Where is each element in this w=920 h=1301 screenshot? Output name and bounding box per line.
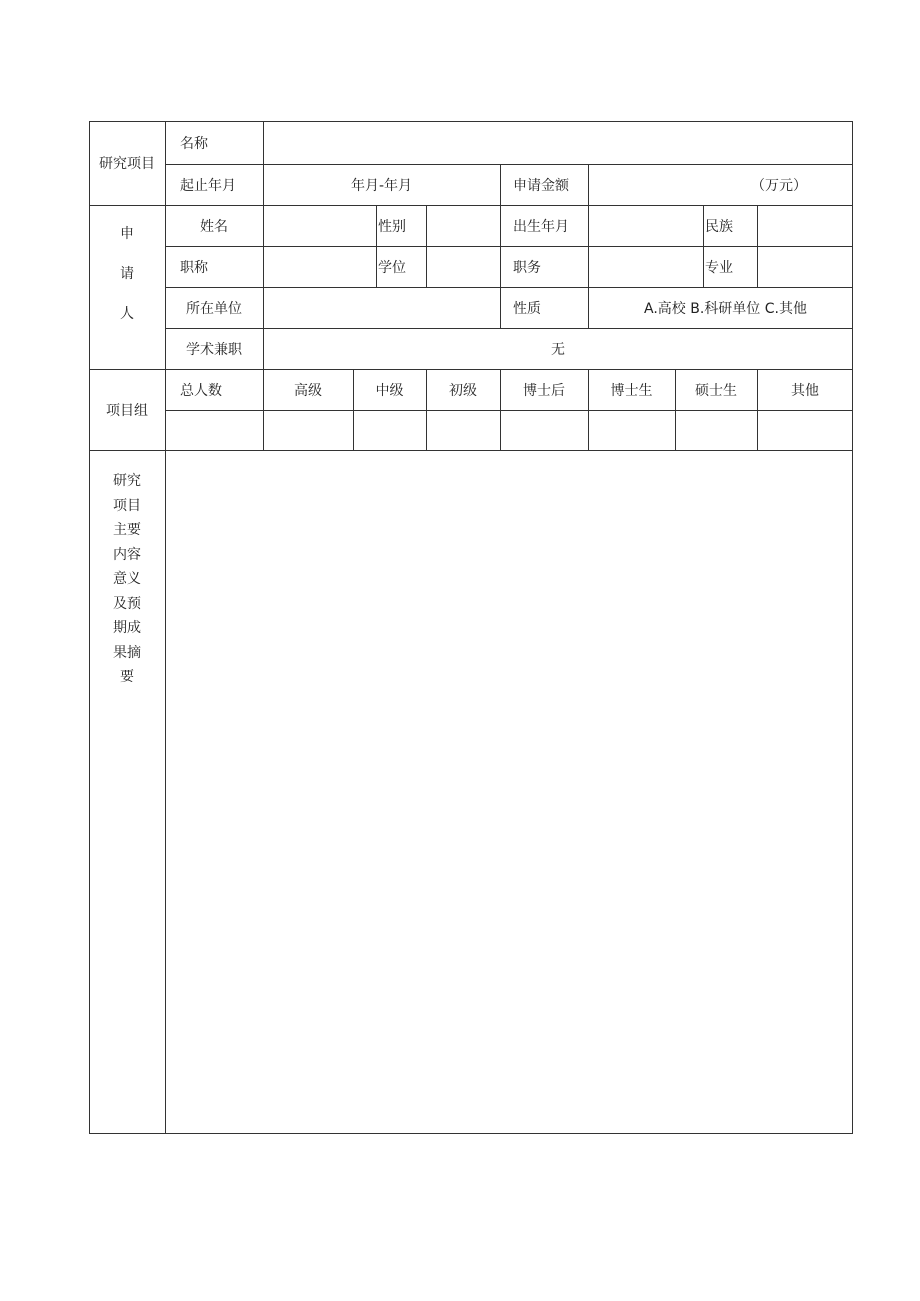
- team-header-senior: 高级: [294, 382, 322, 399]
- title-field[interactable]: [263, 246, 376, 287]
- summary-label-line: 主要: [113, 522, 141, 538]
- applicant-name-field[interactable]: [263, 205, 376, 246]
- summary-label-line: 内容: [113, 546, 141, 563]
- team-header-other: 其他: [791, 382, 819, 399]
- team-other-field[interactable]: [757, 410, 853, 450]
- gender-field[interactable]: [426, 205, 500, 246]
- amount-field[interactable]: （万元）: [751, 177, 807, 194]
- project-period-field[interactable]: 年月-年月: [350, 177, 413, 194]
- summary-label-line: 及预: [113, 595, 141, 612]
- academic-post-field[interactable]: 无: [551, 341, 565, 358]
- team-section-label: 项目组: [106, 402, 148, 419]
- birth-label: 出生年月: [513, 218, 569, 235]
- nature-options[interactable]: A.高校 B.科研单位 C.其他: [644, 300, 807, 317]
- application-form: [89, 121, 853, 1134]
- birth-field[interactable]: [588, 205, 703, 246]
- gender-label: 性别: [378, 218, 406, 235]
- academic-post-label: 学术兼职: [186, 341, 242, 358]
- team-header-master: 硕士生: [695, 382, 737, 399]
- project-period-label: 起止年月: [180, 177, 236, 194]
- summary-label-line: 果摘: [113, 644, 141, 661]
- major-field[interactable]: [757, 246, 853, 287]
- applicant-label-char: 人: [120, 306, 134, 322]
- summary-section-label: [97, 469, 157, 690]
- summary-label-line: 期成: [113, 620, 141, 636]
- applicant-label-char: 请: [120, 266, 134, 282]
- major-label: 专业: [705, 259, 733, 276]
- team-header-junior: 初级: [449, 382, 477, 399]
- position-label: 职务: [513, 259, 541, 276]
- team-header-phd: 博士生: [610, 382, 653, 399]
- title-label: 职称: [180, 259, 208, 276]
- position-field[interactable]: [588, 246, 703, 287]
- team-header-postdoc: 博士后: [523, 382, 565, 399]
- degree-field[interactable]: [426, 246, 500, 287]
- applicant-section-label: [89, 205, 165, 369]
- applicant-label-char: 申: [120, 226, 134, 242]
- summary-label-line: 要: [120, 669, 134, 685]
- summary-label-line: 意义: [113, 571, 141, 587]
- unit-label: 所在单位: [186, 300, 242, 317]
- applicant-name-label: 姓名: [200, 218, 228, 235]
- team-header-intermediate: 中级: [375, 382, 404, 399]
- project-name-field[interactable]: [263, 121, 853, 164]
- summary-label-line: 研究: [113, 473, 141, 489]
- team-intermediate-field[interactable]: [353, 410, 426, 450]
- border-bottom: [89, 1133, 853, 1134]
- unit-field[interactable]: [263, 287, 500, 328]
- summary-content-area[interactable]: [166, 451, 852, 1133]
- ethnicity-field[interactable]: [757, 205, 853, 246]
- team-total-field[interactable]: [165, 410, 263, 450]
- team-master-field[interactable]: [675, 410, 757, 450]
- degree-label: 学位: [378, 259, 406, 276]
- team-phd-field[interactable]: [588, 410, 675, 450]
- nature-label: 性质: [513, 300, 541, 317]
- amount-label: 申请金额: [513, 177, 569, 194]
- team-senior-field[interactable]: [263, 410, 353, 450]
- ethnicity-label: 民族: [705, 218, 733, 235]
- team-junior-field[interactable]: [426, 410, 500, 450]
- project-name-label: 名称: [180, 135, 208, 152]
- project-section-label: 研究项目: [99, 156, 155, 172]
- summary-label-line: 项目: [113, 497, 141, 514]
- team-header-total: 总人数: [180, 382, 222, 399]
- team-postdoc-field[interactable]: [500, 410, 588, 450]
